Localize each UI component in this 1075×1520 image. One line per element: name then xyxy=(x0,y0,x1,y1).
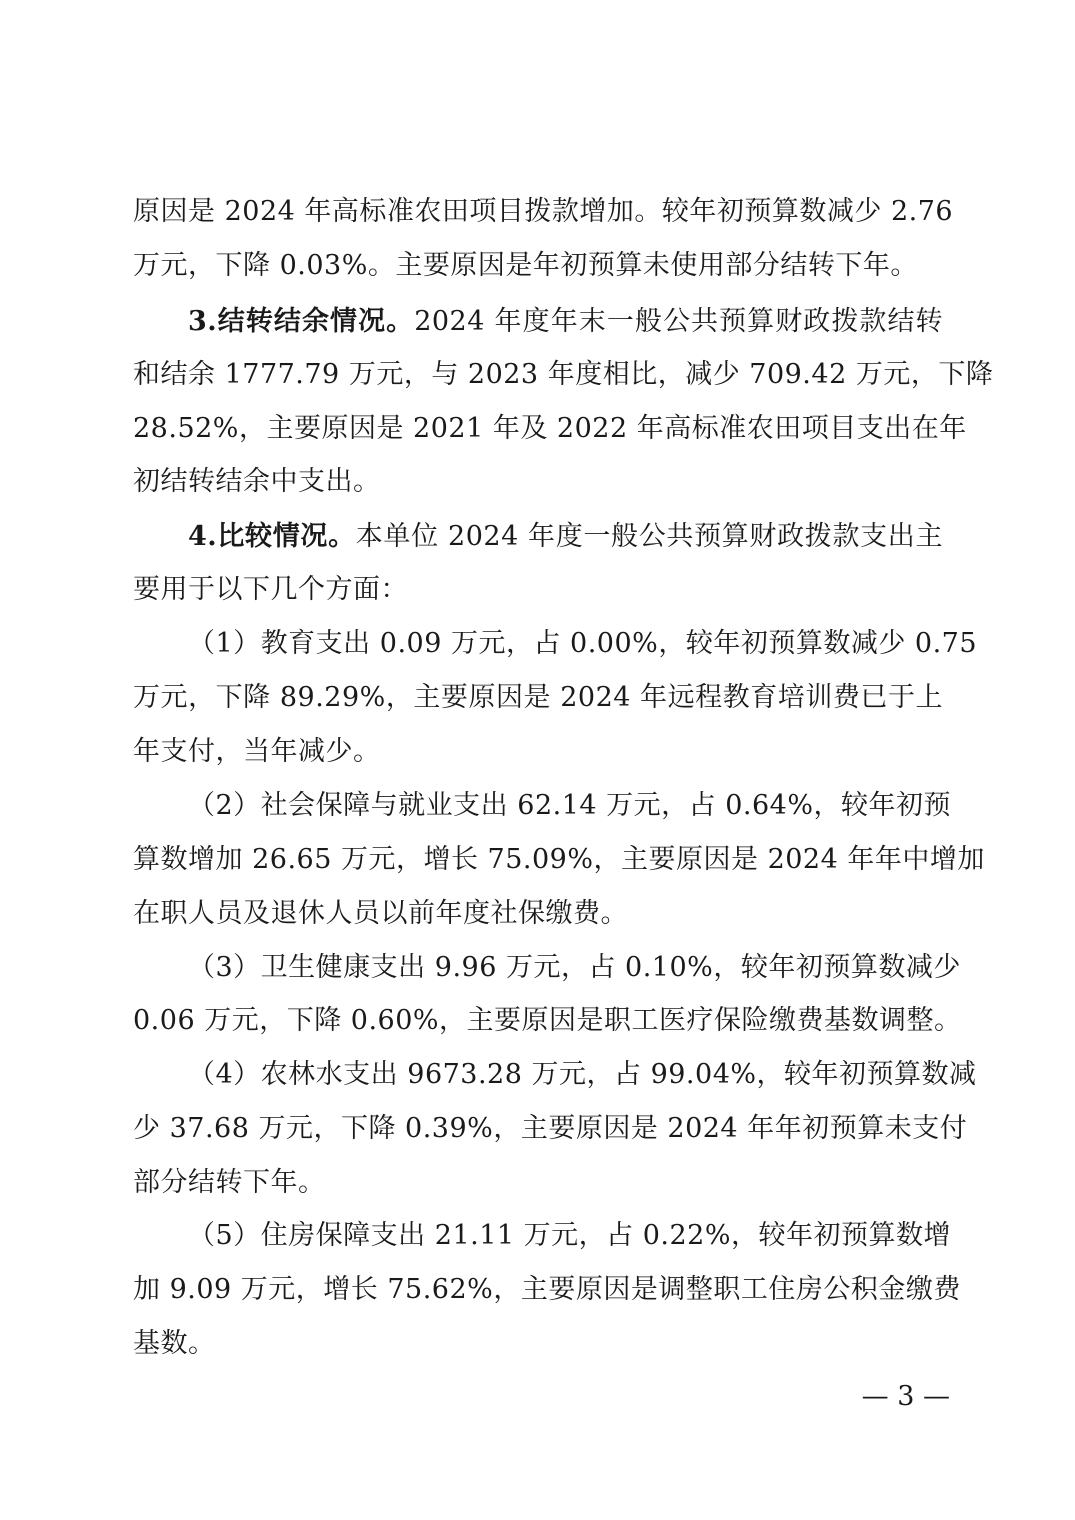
text-line: 万元，下降 89.29%，主要原因是 2024 年远程教育培训费已于上 xyxy=(133,682,943,713)
text-line: 初结转结余中支出。 xyxy=(133,466,381,497)
text-span: 2024 年度年末一般公共预算财政拨款结转 xyxy=(414,306,944,337)
text-line: 算数增加 26.65 万元，增长 75.09%，主要原因是 2024 年年中增加 xyxy=(133,844,985,875)
text-line: 原因是 2024 年高标准农田项目拨款增加。较年初预算数减少 2.76 xyxy=(133,196,954,227)
text-line: 28.52%，主要原因是 2021 年及 2022 年高标准农田项目支出在年 xyxy=(133,413,967,444)
list-item-first-line: （2）社会保障与就业支出 62.14 万元，占 0.64%，较年初预 xyxy=(188,790,951,821)
text-line: 在职人员及退休人员以前年度社保缴费。 xyxy=(133,898,628,929)
text-line: 和结余 1777.79 万元，与 2023 年度相比，减少 709.42 万元，下降 xyxy=(133,359,994,390)
text-line: 部分结转下年。 xyxy=(133,1167,326,1198)
text-line: 基数。 xyxy=(133,1328,216,1359)
list-item-first-line: （1）教育支出 0.09 万元，占 0.00%，较年初预算数减少 0.75 xyxy=(188,628,978,659)
text-span: 本单位 2024 年度一般公共预算财政拨款支出主 xyxy=(355,521,943,552)
page-number: — 3 — xyxy=(861,1381,950,1412)
section-heading: 3.结转结余情况。 xyxy=(188,306,415,337)
section-heading: 4.比较情况。 xyxy=(188,521,356,552)
text-line: 加 9.09 万元，增长 75.62%，主要原因是调整职工住房公积金缴费 xyxy=(133,1274,961,1305)
paragraph-first-line xyxy=(188,305,943,339)
list-item-first-line: （3）卫生健康支出 9.96 万元，占 0.10%，较年初预算数减少 xyxy=(188,952,961,983)
text-line: 万元，下降 0.03%。主要原因是年初预算未使用部分结转下年。 xyxy=(133,250,918,281)
text-line: 少 37.68 万元，下降 0.39%，主要原因是 2024 年年初预算未支付 xyxy=(133,1113,968,1144)
text-line: 年支付，当年减少。 xyxy=(133,736,381,767)
text-line: 0.06 万元，下降 0.60%，主要原因是职工医疗保险缴费基数调整。 xyxy=(133,1005,962,1036)
list-item-first-line: （5）住房保障支出 21.11 万元，占 0.22%，较年初预算数增 xyxy=(188,1220,951,1251)
paragraph-first-line xyxy=(188,520,943,554)
text-line: 要用于以下几个方面： xyxy=(133,574,408,605)
list-item-first-line: （4）农林水支出 9673.28 万元，占 99.04%，较年初预算数减 xyxy=(188,1059,977,1090)
